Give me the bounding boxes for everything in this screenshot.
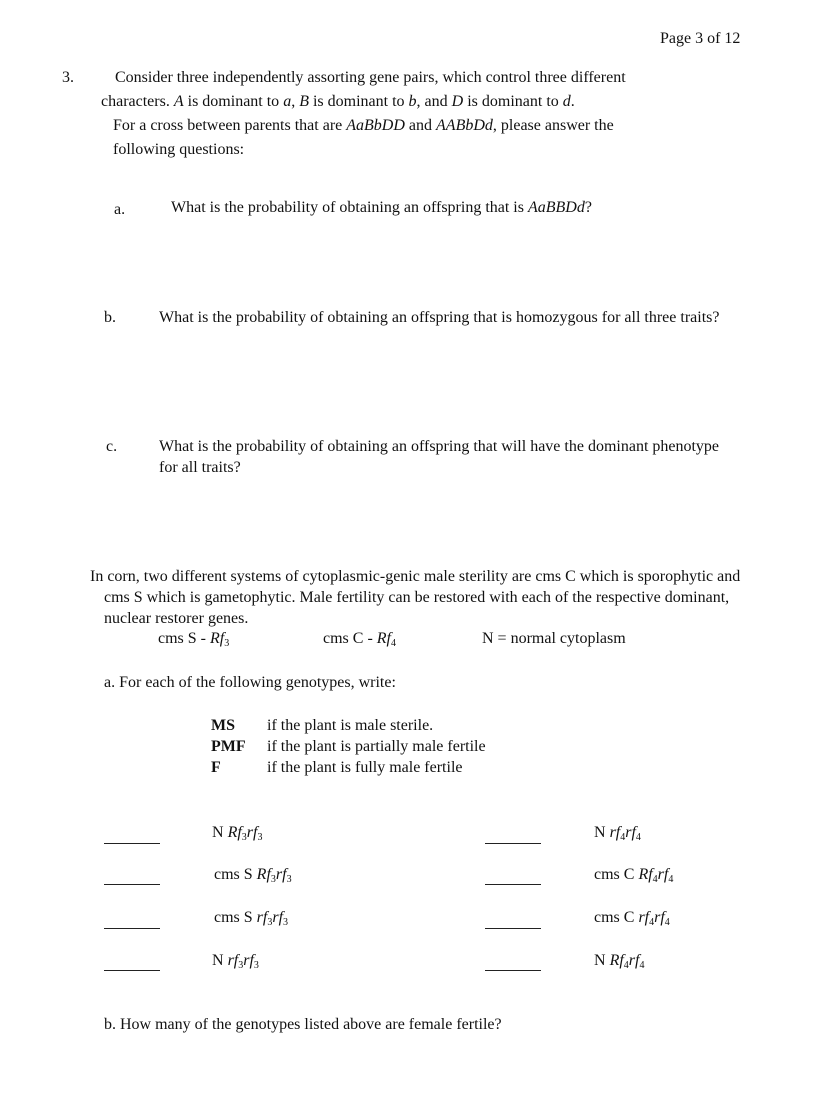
allele-2: rf <box>246 824 258 841</box>
allele: d <box>562 93 571 110</box>
allele: B <box>299 93 309 110</box>
answer-blank[interactable] <box>104 884 160 885</box>
allele: a <box>283 93 292 110</box>
allele-2-sub: 3 <box>257 832 263 843</box>
legend-desc: if the plant is fully male fertile <box>267 759 463 776</box>
allele-1: rf <box>609 824 621 841</box>
cytoplasm: cms C <box>594 909 639 926</box>
allele-1-sub: 4 <box>623 960 629 971</box>
allele-1: Rf <box>256 866 271 883</box>
subquestion-b-text: What is the probability of obtaining an offspring that is homozygous for all three traits? <box>159 309 720 326</box>
legend-code: F <box>211 759 221 776</box>
cytoplasm: N <box>594 952 610 969</box>
allele-2: rf <box>654 909 665 926</box>
allele-2-sub: 3 <box>253 960 259 971</box>
allele-1: Rf <box>609 952 624 969</box>
genotype-left <box>214 866 292 885</box>
allele-1-sub: 3 <box>238 960 244 971</box>
cytoplasm: N <box>212 824 228 841</box>
allele-1: rf <box>227 952 239 969</box>
restorer-c-label: cms C - <box>323 630 377 647</box>
allele-2: rf <box>272 909 284 926</box>
part-a-instruction: a. For each of the following genotypes, write: <box>104 674 396 691</box>
part-b-question: b. How many of the genotypes listed above are female fertile? <box>104 1016 502 1033</box>
genotype-right <box>594 952 644 971</box>
answer-blank[interactable] <box>485 928 541 929</box>
legend-row <box>211 757 486 778</box>
allele-2-sub: 3 <box>286 874 292 885</box>
question-number: 3. <box>62 69 74 86</box>
restorer-subscript: 4 <box>391 638 396 649</box>
genotype-left <box>214 909 288 928</box>
fertility-legend <box>211 715 486 778</box>
corn-intro: In corn, two different systems of cytoplasmic-genic male sterility are cms C which is sporophytic and cms S which is gametophytic. Male fertility can be restored with each of the respective dominant, nuclear restorer genes. <box>90 568 741 627</box>
answer-blank[interactable] <box>104 843 160 844</box>
allele-2: rf <box>625 824 636 841</box>
genotype-right <box>594 824 641 843</box>
answer-blank[interactable] <box>485 843 541 844</box>
restorer-s-label: cms S - <box>158 630 210 647</box>
restorer-c <box>323 630 396 649</box>
allele-1-sub: 3 <box>270 874 276 885</box>
allele-2-sub: 4 <box>668 874 674 885</box>
genotype-right <box>594 866 673 885</box>
allele-2-sub: 3 <box>283 917 289 928</box>
allele-1-sub: 4 <box>649 917 655 928</box>
normal-cytoplasm-note: N = normal cytoplasm <box>482 630 626 647</box>
subquestion-c-text: What is the probability of obtaining an offspring that will have the dominant phenotype for all traits? <box>159 438 720 476</box>
allele-2-sub: 4 <box>635 832 641 843</box>
allele-1: Rf <box>638 866 653 883</box>
restorer-gene: Rf <box>210 630 225 647</box>
restorer-gene: Rf <box>376 630 391 647</box>
answer-blank[interactable] <box>485 970 541 971</box>
intro-text: and <box>404 117 437 134</box>
intro-text: is dominant to <box>463 93 563 110</box>
allele-2: rf <box>275 866 287 883</box>
cytoplasm: cms C <box>594 866 639 883</box>
legend-code: PMF <box>211 738 246 755</box>
intro-line-3 <box>113 114 715 138</box>
allele-1-sub: 4 <box>620 832 626 843</box>
restorer-s <box>158 630 229 649</box>
legend-row <box>211 715 486 736</box>
intro-line-4: following questions: <box>113 141 245 158</box>
legend-desc: if the plant is male sterile. <box>267 717 434 734</box>
intro-text: , please answer the <box>492 117 614 134</box>
allele-1-sub: 3 <box>267 917 273 928</box>
cytoplasm: cms S <box>214 866 257 883</box>
genotype-right <box>594 909 670 928</box>
intro-text: . <box>570 93 575 110</box>
legend-desc: if the plant is partially male fertile <box>267 738 486 755</box>
question-intro <box>101 66 715 162</box>
allele-1: rf <box>256 909 268 926</box>
answer-blank[interactable] <box>104 928 160 929</box>
parent-genotype: AaBbDD <box>346 117 405 134</box>
allele-1: rf <box>638 909 650 926</box>
cytoplasm: N <box>594 824 610 841</box>
target-genotype: AaBBDd <box>527 199 585 216</box>
cytoplasm: cms S <box>214 909 257 926</box>
legend-code: MS <box>211 717 235 734</box>
genotype-left <box>212 952 259 971</box>
subquestion-a-prompt: What is the probability of obtaining an offspring that is <box>171 199 528 216</box>
intro-text: , and <box>416 93 452 110</box>
subquestion-a-label: a. <box>114 201 126 218</box>
allele-2: rf <box>657 866 669 883</box>
page-number: Page 3 of 12 <box>660 30 741 47</box>
answer-blank[interactable] <box>485 884 541 885</box>
allele: b <box>408 93 417 110</box>
allele-2: rf <box>628 952 640 969</box>
allele-1-sub: 3 <box>241 832 247 843</box>
allele: A <box>173 93 184 110</box>
intro-text: For a cross between parents that are <box>113 117 347 134</box>
intro-text: is dominant to <box>308 93 409 110</box>
subquestion-c-label: c. <box>106 438 118 455</box>
allele-1-sub: 4 <box>652 874 658 885</box>
intro-text: is dominant to <box>183 93 284 110</box>
genotype-left <box>212 824 262 843</box>
cytoplasm: N <box>212 952 228 969</box>
intro-line-1: Consider three independently assorting gene pairs, which control three different <box>115 69 626 86</box>
intro-text: , <box>291 93 300 110</box>
subquestion-b-label: b. <box>104 309 116 326</box>
allele-2-sub: 4 <box>639 960 645 971</box>
legend-row <box>211 736 486 757</box>
intro-line-2 <box>101 90 715 114</box>
subquestion-a-text <box>171 199 592 217</box>
allele-2-sub: 4 <box>664 917 670 928</box>
allele-2: rf <box>243 952 254 969</box>
allele-1: Rf <box>227 824 242 841</box>
allele: D <box>451 93 464 110</box>
question-mark: ? <box>584 199 592 216</box>
intro-text: characters. <box>101 93 174 110</box>
parent-genotype: AABbDd <box>436 117 493 134</box>
restorer-subscript: 3 <box>224 638 230 649</box>
answer-blank[interactable] <box>104 970 160 971</box>
